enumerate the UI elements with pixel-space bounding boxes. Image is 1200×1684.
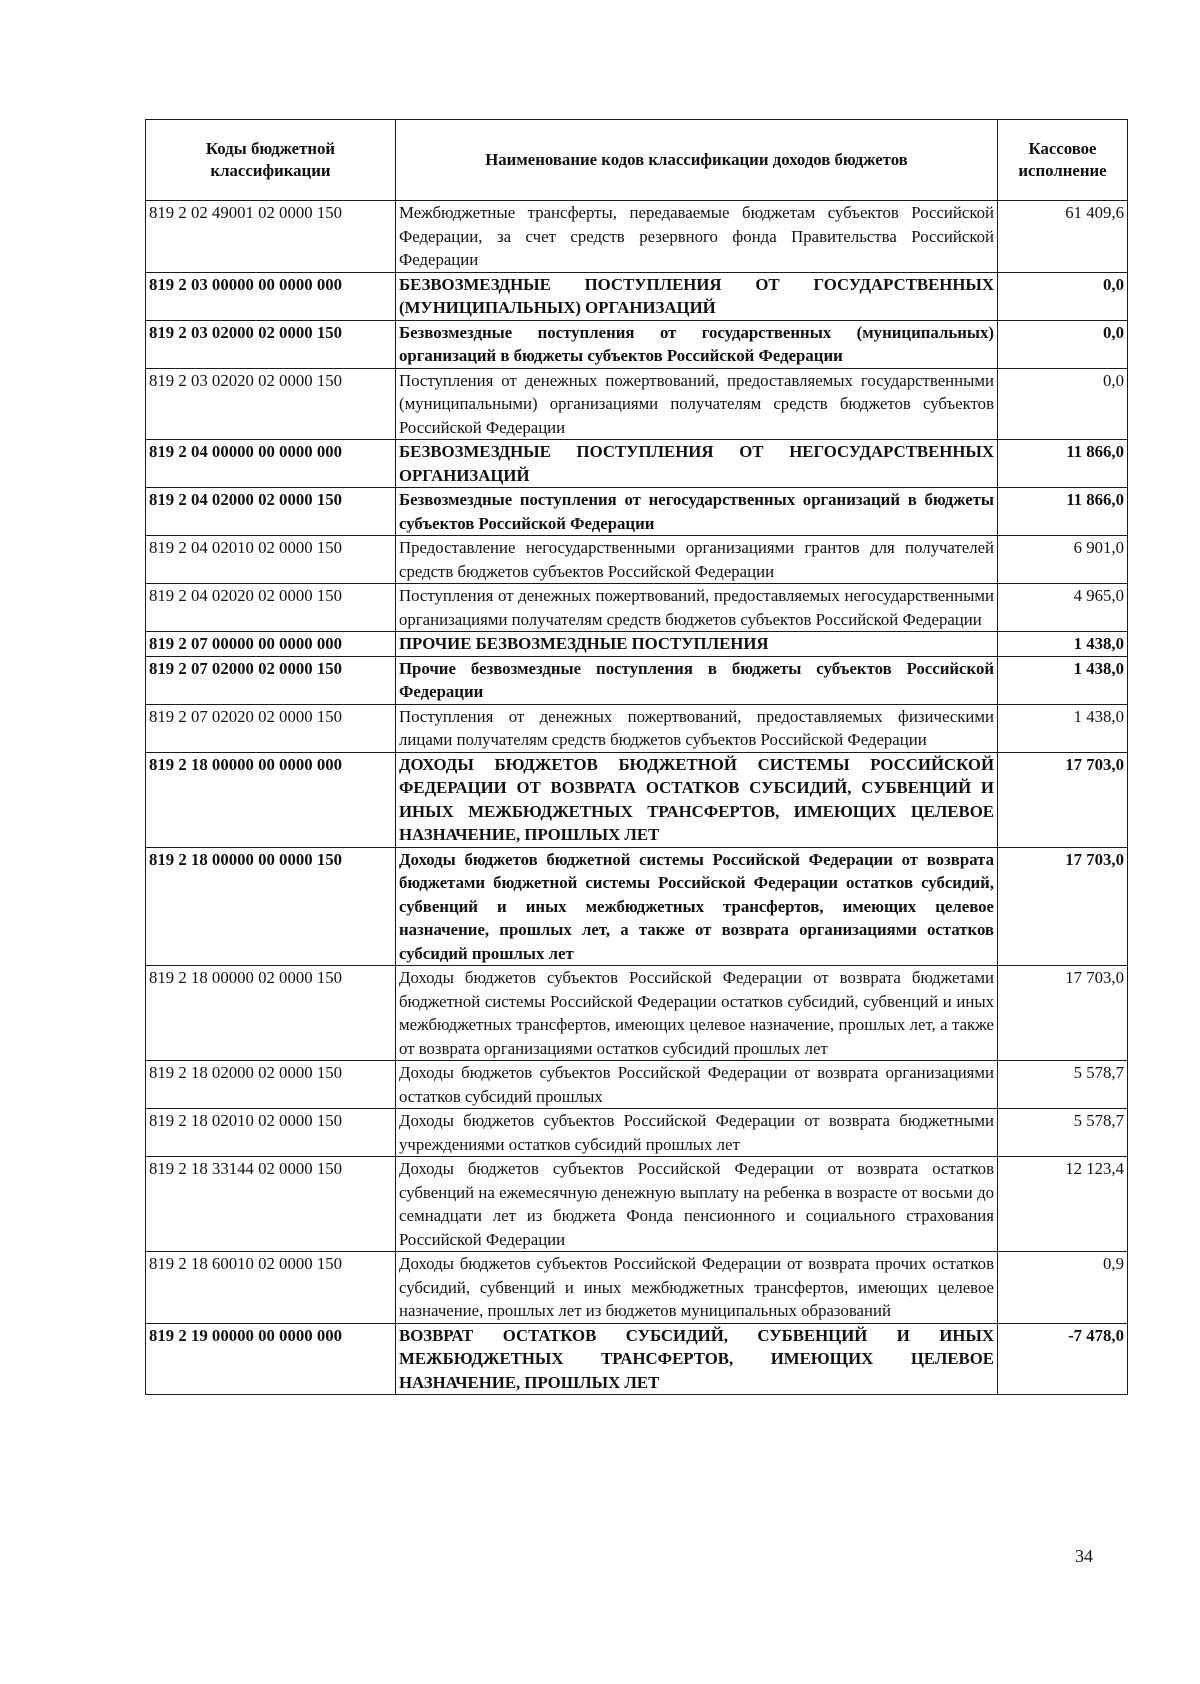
amount-cell: 0,0 [998,368,1128,440]
code-cell: 819 2 18 00000 02 0000 150 [146,966,396,1061]
amount-cell: 61 409,6 [998,201,1128,273]
header-name: Наименование кодов классификации доходов бюджетов [396,120,998,201]
code-cell: 819 2 02 49001 02 0000 150 [146,201,396,273]
amount-cell: 17 703,0 [998,966,1128,1061]
name-cell: ВОЗВРАТ ОСТАТКОВ СУБСИДИЙ, СУБВЕНЦИЙ И ИНЫХ МЕЖБЮДЖЕТНЫХ ТРАНСФЕРТОВ, ИМЕЮЩИХ ЦЕЛЕВОЕ НАЗНАЧЕНИЕ, ПРОШЛЫХ ЛЕТ [396,1323,998,1395]
name-cell: Доходы бюджетов субъектов Российской Федерации от возврата прочих остатков субсидий, субвенций и иных межбюджетных трансфертов, имеющих целевое назначение, прошлых лет из бюджетов муниципальных образований [396,1252,998,1324]
name-cell: Прочие безвозмездные поступления в бюджеты субъектов Российской Федерации [396,656,998,704]
name-cell: Поступления от денежных пожертвований, предоставляемых государственными (муниципальными) организациями получателям средств бюджетов субъектов Российской Федерации [396,368,998,440]
code-cell: 819 2 18 60010 02 0000 150 [146,1252,396,1324]
table-row [146,201,1128,273]
amount-cell: 11 866,0 [998,488,1128,536]
code-cell: 819 2 18 00000 00 0000 150 [146,847,396,966]
name-cell: Межбюджетные трансферты, передаваемые бюджетам субъектов Российской Федерации, за счет средств резервного фонда Правительства Российской Федерации [396,201,998,273]
amount-cell: 0,0 [998,272,1128,320]
table-body [146,201,1128,1395]
code-cell: 819 2 03 02000 02 0000 150 [146,320,396,368]
table-row [146,584,1128,632]
code-cell: 819 2 03 00000 00 0000 000 [146,272,396,320]
name-cell: Доходы бюджетов бюджетной системы Российской Федерации от возврата бюджетами бюджетной системы Российской Федерации остатков субсидий, субвенций и иных межбюджетных трансфертов, имеющих целевое назначение, прошлых лет, а также от возврата организациями остатков субсидий прошлых лет [396,847,998,966]
name-cell: Доходы бюджетов субъектов Российской Федерации от возврата бюджетными учреждениями остатков субсидий прошлых лет [396,1109,998,1157]
name-cell: Доходы бюджетов субъектов Российской Федерации от возврата бюджетами бюджетной системы Российской Федерации остатков субсидий, субвенций и иных межбюджетных трансфертов, имеющих целевое назначение, прошлых лет, а также от возврата организациями остатков субсидий прошлых лет [396,966,998,1061]
table-row [146,272,1128,320]
amount-cell: 1 438,0 [998,632,1128,657]
amount-cell: 1 438,0 [998,704,1128,752]
code-cell: 819 2 18 02010 02 0000 150 [146,1109,396,1157]
code-cell: 819 2 07 02000 02 0000 150 [146,656,396,704]
amount-cell: 17 703,0 [998,847,1128,966]
table-row [146,704,1128,752]
table-row [146,752,1128,847]
table-row [146,1109,1128,1157]
name-cell: Доходы бюджетов субъектов Российской Федерации от возврата остатков субвенций на ежемесячную денежную выплату на ребенка в возрасте от восьми до семнадцати лет из бюджета Фонда пенсионного и социального страхования Российской Федерации [396,1157,998,1252]
table-row [146,632,1128,657]
table-row [146,1061,1128,1109]
name-cell: Поступления от денежных пожертвований, предоставляемых негосударственными организациями получателям средств бюджетов субъектов Российской Федерации [396,584,998,632]
code-cell: 819 2 04 02010 02 0000 150 [146,536,396,584]
code-cell: 819 2 03 02020 02 0000 150 [146,368,396,440]
table-row [146,966,1128,1061]
page-number: 34 [1075,1546,1093,1566]
table-row [146,656,1128,704]
amount-cell: 17 703,0 [998,752,1128,847]
code-cell: 819 2 04 00000 00 0000 000 [146,440,396,488]
code-cell: 819 2 19 00000 00 0000 000 [146,1323,396,1395]
header-amount: Кассовое исполнение [998,120,1128,201]
table-row [146,847,1128,966]
amount-cell: 0,9 [998,1252,1128,1324]
name-cell: БЕЗВОЗМЕЗДНЫЕ ПОСТУПЛЕНИЯ ОТ НЕГОСУДАРСТВЕННЫХ ОРГАНИЗАЦИЙ [396,440,998,488]
name-cell: БЕЗВОЗМЕЗДНЫЕ ПОСТУПЛЕНИЯ ОТ ГОСУДАРСТВЕННЫХ (МУНИЦИПАЛЬНЫХ) ОРГАНИЗАЦИЙ [396,272,998,320]
code-cell: 819 2 18 00000 00 0000 000 [146,752,396,847]
name-cell: Безвозмездные поступления от государственных (муниципальных) организаций в бюджеты субъектов Российской Федерации [396,320,998,368]
code-cell: 819 2 07 00000 00 0000 000 [146,632,396,657]
amount-cell: 5 578,7 [998,1061,1128,1109]
name-cell: Безвозмездные поступления от негосударственных организаций в бюджеты субъектов Российской Федерации [396,488,998,536]
name-cell: ДОХОДЫ БЮДЖЕТОВ БЮДЖЕТНОЙ СИСТЕМЫ РОССИЙСКОЙ ФЕДЕРАЦИИ ОТ ВОЗВРАТА ОСТАТКОВ СУБСИДИЙ, СУБВЕНЦИЙ И ИНЫХ МЕЖБЮДЖЕТНЫХ ТРАНСФЕРТОВ, ИМЕЮЩИХ ЦЕЛЕВОЕ НАЗНАЧЕНИЕ, ПРОШЛЫХ ЛЕТ [396,752,998,847]
amount-cell: 11 866,0 [998,440,1128,488]
table-row [146,1252,1128,1324]
code-cell: 819 2 04 02020 02 0000 150 [146,584,396,632]
code-cell: 819 2 07 02020 02 0000 150 [146,704,396,752]
table-row [146,368,1128,440]
code-cell: 819 2 04 02000 02 0000 150 [146,488,396,536]
name-cell: Предоставление негосударственными организациями грантов для получателей средств бюджетов субъектов Российской Федерации [396,536,998,584]
table-header-row [146,120,1128,201]
table-row [146,320,1128,368]
amount-cell: 12 123,4 [998,1157,1128,1252]
table-row [146,536,1128,584]
table-row [146,1157,1128,1252]
name-cell: Доходы бюджетов субъектов Российской Федерации от возврата организациями остатков субсидий прошлых [396,1061,998,1109]
amount-cell: -7 478,0 [998,1323,1128,1395]
budget-table [145,119,1128,1395]
table-row [146,488,1128,536]
amount-cell: 4 965,0 [998,584,1128,632]
amount-cell: 0,0 [998,320,1128,368]
amount-cell: 5 578,7 [998,1109,1128,1157]
amount-cell: 6 901,0 [998,536,1128,584]
code-cell: 819 2 18 33144 02 0000 150 [146,1157,396,1252]
table-row [146,440,1128,488]
code-cell: 819 2 18 02000 02 0000 150 [146,1061,396,1109]
header-code: Коды бюджетной классификации [146,120,396,201]
table-row [146,1323,1128,1395]
name-cell: ПРОЧИЕ БЕЗВОЗМЕЗДНЫЕ ПОСТУПЛЕНИЯ [396,632,998,657]
name-cell: Поступления от денежных пожертвований, предоставляемых физическими лицами получателям средств бюджетов субъектов Российской Федерации [396,704,998,752]
amount-cell: 1 438,0 [998,656,1128,704]
